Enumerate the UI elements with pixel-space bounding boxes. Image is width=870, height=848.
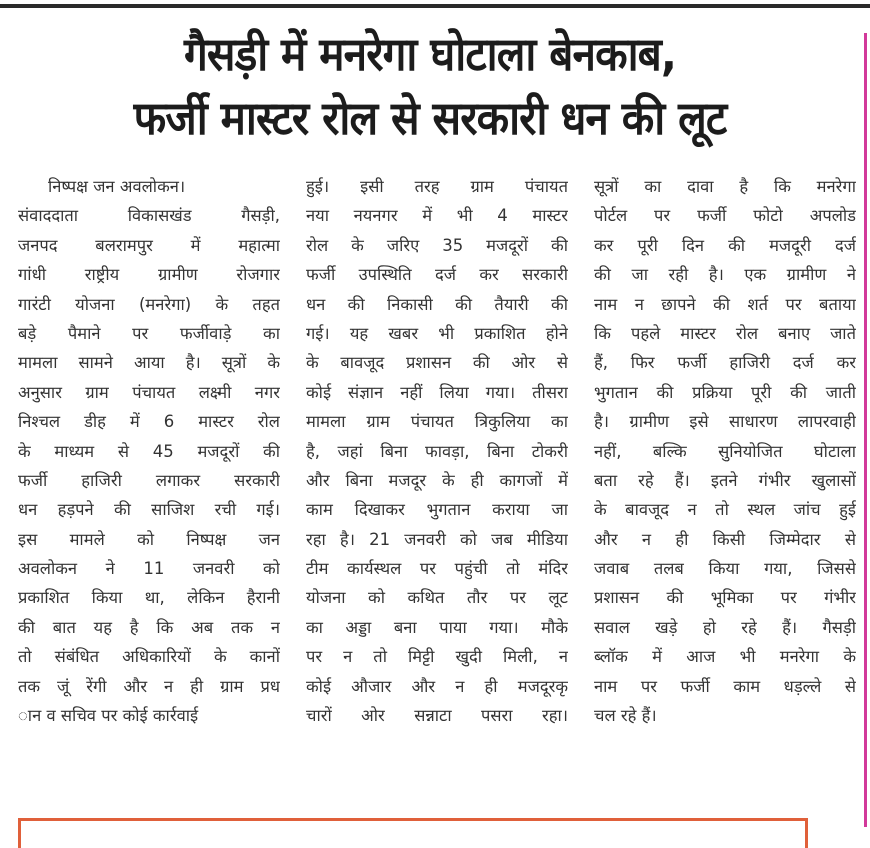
- text-line: फर्जी हाजिरी लगाकर सरकारी: [18, 470, 280, 490]
- next-article-box: [18, 818, 808, 848]
- text-line: हुई। इसी तरह ग्राम पंचायत: [306, 177, 568, 196]
- text-line: कि पहले मास्टर रोल बनाए जाते: [594, 323, 856, 343]
- top-rule: [0, 4, 870, 8]
- text-line: की बात यह है कि अब तक न: [18, 617, 280, 637]
- text-line: अवलोकन ने 11 जनवरी को: [18, 559, 280, 579]
- text-line: संवाददाता विकासखंड गैसड़ी,: [18, 206, 280, 226]
- text-line: बता रहे हैं। इतने गंभीर खुलासों: [594, 470, 856, 490]
- text-line: तक जूं रेंगी और न ही ग्राम प्रध: [18, 676, 280, 696]
- text-line: सूत्रों का दावा है कि मनरेगा: [594, 177, 856, 196]
- text-line: योजना को कथित तौर पर लूट: [306, 588, 568, 608]
- text-line: है। ग्रामीण इसे साधारण लापरवाही: [594, 412, 856, 432]
- column-1: [18, 172, 280, 730]
- text-line: नाम पर फर्जी काम धड़ल्ले से: [594, 676, 856, 696]
- text-line: ान व सचिव पर कोई कार्रवाई: [18, 706, 199, 726]
- text-line: के बावजूद प्रशासन की ओर से: [306, 353, 568, 373]
- text-line: धन की निकासी की तैयारी की: [306, 294, 568, 314]
- text-line: अनुसार ग्राम पंचायत लक्ष्मी नगर: [18, 382, 280, 402]
- headline-line-1: गैसड़ी में मनरेगा घोटाला बेनकाब,: [183, 27, 677, 81]
- text-line: जनपद बलरामपुर में महात्मा: [18, 235, 280, 255]
- text-line: रोल के जरिए 35 मजदूरों की: [306, 235, 568, 255]
- text-line: के बावजूद न तो स्थल जांच हुई: [594, 500, 856, 520]
- text-line: जवाब तलब किया गया, जिससे: [594, 559, 856, 579]
- text-line: बड़े पैमाने पर फर्जीवाड़े का: [18, 323, 280, 343]
- text-line: और बिना मजदूर के ही कागजों में: [306, 470, 568, 490]
- text-line: काम दिखाकर भुगतान कराया जा: [306, 500, 568, 520]
- text-line: प्रकाशित किया था, लेकिन हैरानी: [18, 588, 280, 608]
- text-line: ब्लॉक में आज भी मनरेगा के: [594, 647, 856, 667]
- text-line: गांधी राष्ट्रीय ग्रामीण रोजगार: [18, 265, 280, 285]
- text-line: कर पूरी दिन की मजदूरी दर्ज: [594, 235, 856, 255]
- text-line: गई। यह खबर भी प्रकाशित होने: [306, 323, 568, 343]
- text-line: मामला ग्राम पंचायत त्रिकुलिया का: [306, 412, 568, 432]
- text-line: भुगतान की प्रक्रिया पूरी की जाती: [594, 382, 856, 402]
- text-line: हैं, फिर फर्जी हाजिरी दर्ज कर: [594, 353, 856, 373]
- text-line: तो संबंधित अधिकारियों के कानों: [18, 647, 280, 667]
- side-accent-rule: [864, 33, 867, 827]
- text-line: चारों ओर सन्नाटा पसरा रहा।: [306, 706, 568, 726]
- text-line: कोई संज्ञान नहीं लिया गया। तीसरा: [306, 382, 568, 402]
- text-line: नया नयनगर में भी 4 मास्टर: [306, 206, 568, 226]
- text-line: रहा है। 21 जनवरी को जब मीडिया: [306, 529, 568, 549]
- text-line: और न ही किसी जिम्मेदार से: [594, 529, 856, 549]
- text-line: है, जहां बिना फावड़ा, बिना टोकरी: [306, 441, 568, 461]
- text-line: नाम न छापने की शर्त पर बताया: [594, 294, 856, 314]
- text-line: सवाल खड़े हो रहे हैं। गैसड़ी: [594, 617, 856, 637]
- column-3: [594, 172, 856, 730]
- text-line: की जा रही है। एक ग्रामीण ने: [594, 265, 856, 285]
- text-line: फर्जी उपस्थिति दर्ज कर सरकारी: [306, 265, 568, 285]
- text-line: नहीं, बल्कि सुनियोजित घोटाला: [594, 441, 856, 461]
- text-line: पर न तो मिट्टी खुदी मिली, न: [306, 647, 568, 667]
- text-line: प्रशासन की भूमिका पर गंभीर: [594, 588, 856, 608]
- column-2: [306, 172, 568, 730]
- text-line: का अड्डा बना पाया गया। मौके: [306, 617, 568, 637]
- text-line: इस मामले को निष्पक्ष जन: [18, 529, 280, 549]
- text-line: निष्पक्ष जन अवलोकन।: [48, 177, 186, 196]
- text-line: टीम कार्यस्थल पर पहुंची तो मंदिर: [306, 559, 568, 579]
- text-line: कोई औजार और न ही मजदूरकृ: [306, 676, 568, 696]
- text-line: पोर्टल पर फर्जी फोटो अपलोड: [594, 206, 856, 226]
- text-line: धन हड़पने की साजिश रची गई।: [18, 500, 280, 520]
- text-line: चल रहे हैं।: [594, 706, 657, 726]
- text-line: मामला सामने आया है। सूत्रों के: [18, 353, 280, 373]
- headline-line-2: फर्जी मास्टर रोल से सरकारी धन की लूट: [133, 91, 727, 145]
- text-line: निश्चल डीह में 6 मास्टर रोल: [18, 412, 280, 432]
- text-line: के माध्यम से 45 मजदूरों की: [18, 441, 280, 461]
- text-line: गारंटी योजना (मनरेगा) के तहत: [18, 294, 280, 314]
- article-body: [18, 172, 856, 730]
- headline: [0, 22, 860, 150]
